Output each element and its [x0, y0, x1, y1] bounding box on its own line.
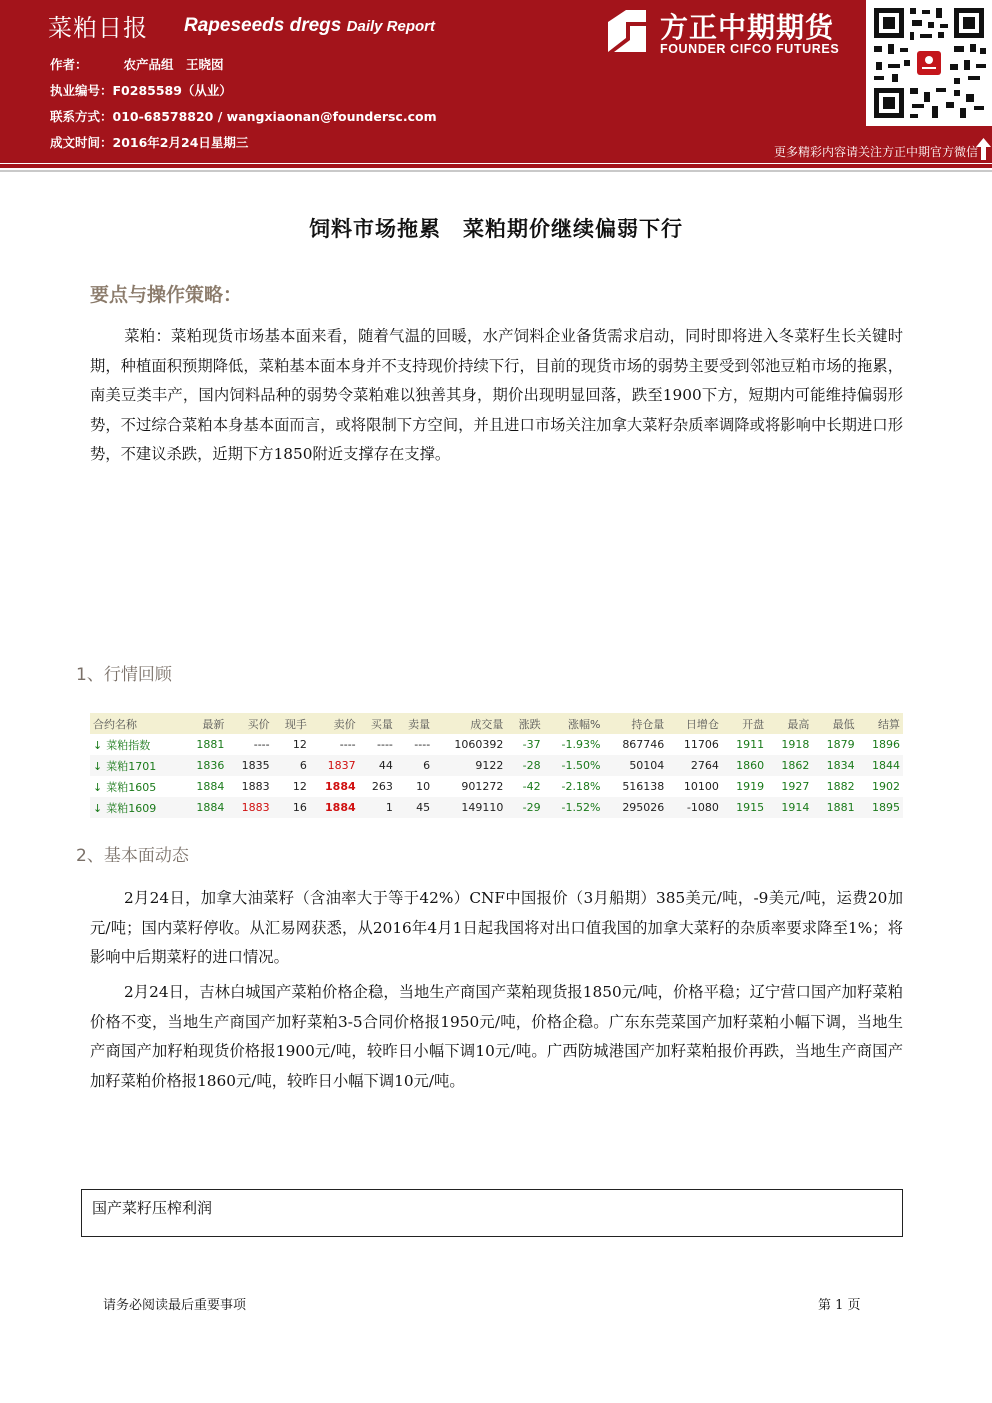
company-logo-icon: [604, 8, 650, 54]
section-fundamentals-heading: 2、基本面动态: [76, 846, 189, 866]
quote-cell-low: 1834: [812, 755, 857, 776]
quote-cell-volume: 901272: [433, 776, 506, 797]
header-divider: [0, 164, 992, 168]
quote-cell-bid-qty: 44: [359, 755, 396, 776]
quote-cell-settle: 1902: [858, 776, 903, 797]
arrow-down-icon: ↓: [93, 780, 103, 794]
quote-cell-high: 1918: [767, 734, 812, 755]
fundamental-paragraph-2: [90, 978, 903, 1096]
company-name-en: FOUNDER CIFCO FUTURES: [660, 42, 840, 56]
quote-header-cell: 涨幅%: [544, 713, 604, 734]
crush-margin-chart-box: [81, 1189, 903, 1237]
quote-contract-label: 菜粕1609: [106, 801, 157, 815]
quote-header-cell: 最低: [812, 713, 857, 734]
date-line: [50, 133, 248, 151]
quote-cell-settle: 1844: [858, 755, 903, 776]
quote-header-cell: 持仓量: [603, 713, 667, 734]
quote-header-cell: 合约名称: [90, 713, 182, 734]
quote-cell-oi-chg: -1080: [667, 797, 722, 818]
quote-cell-change: -42: [506, 776, 543, 797]
quote-header-cell: 买量: [359, 713, 396, 734]
report-title-en-main: Rapeseeds dregs: [184, 15, 342, 36]
quote-cell-ask-qty: 45: [396, 797, 433, 818]
quote-cell-volume: 149110: [433, 797, 506, 818]
footer-notice: 请务必阅读最后重要事项: [103, 1298, 247, 1313]
quote-contract-label: 菜粕1701: [106, 759, 157, 773]
author-label: 作者：: [50, 57, 88, 72]
quote-cell-oi: 867746: [603, 734, 667, 755]
quote-row[interactable]: [90, 734, 903, 755]
license-value: F0285589（从业）: [112, 83, 232, 98]
arrow-down-icon: ↓: [93, 759, 103, 773]
quote-cell-bid: ----: [227, 734, 272, 755]
quote-cell-ask: ----: [310, 734, 359, 755]
quote-cell-ask-qty: 10: [396, 776, 433, 797]
quote-cell-last: 1836: [182, 755, 227, 776]
quote-cell-high: 1862: [767, 755, 812, 776]
quote-header-cell: 卖量: [396, 713, 433, 734]
section-market-review-heading: 1、行情回顾: [76, 665, 172, 685]
quote-table: [90, 713, 903, 818]
wechat-qr-code[interactable]: [866, 0, 992, 126]
contact-label: 联系方式：: [50, 109, 113, 124]
quote-row[interactable]: [90, 755, 903, 776]
fundamental-paragraph-1: [90, 884, 903, 973]
quote-cell-last: 1884: [182, 797, 227, 818]
quote-cell-low: 1882: [812, 776, 857, 797]
date-label: 成文时间：: [50, 135, 113, 150]
quote-cell-bid-qty: 263: [359, 776, 396, 797]
quote-cell-high: 1927: [767, 776, 812, 797]
strategy-paragraph: [90, 322, 903, 470]
quote-cell-high: 1914: [767, 797, 812, 818]
quote-cell-pct: -1.50%: [544, 755, 604, 776]
header-divider-shadow: [0, 170, 992, 172]
quote-cell-ask: 1837: [310, 755, 359, 776]
quote-cell-bid-qty: ----: [359, 734, 396, 755]
page-number: 第 1 页: [818, 1298, 861, 1313]
quote-contract-label: 菜粕1605: [106, 780, 157, 794]
quote-cell-pct: -1.93%: [544, 734, 604, 755]
fundamental-text-2: 2月24日，吉林白城国产菜粕价格企稳，当地生产商国产菜粕现货报1850元/吨，价格平稳；辽宁营口国产加籽菜粕价格不变，当地生产商国产加籽菜粕3-5合同价格报1950元/吨，价格企稳。广东东莞菜国产加籽菜粕小幅下调，当地生产商国产加籽粕现货价格报1900元/吨，较昨日小幅下调10元/吨。广西防城港国产加籽菜粕报价再跌，当地生产商国产加籽菜粕价格报1860元/吨，较昨日小幅下调10元/吨。: [90, 983, 903, 1090]
quote-cell-oi: 50104: [603, 755, 667, 776]
strategy-text: 菜粕：菜粕现货市场基本面来看，随着气温的回暖，水产饲料企业备货需求启动，同时即将进入冬菜籽生长关键时期，种植面积预期降低，菜粕基本面本身并不支持现价持续下行，目前的现货市场的弱势主要受到邻池豆粕市场的拖累，南美豆类丰产，国内饲料品种的弱势令菜粕难以独善其身，期价出现明显回落，跌至1900下方，短期内可能维持偏弱形势，不过综合菜粕本身基本面而言，或将限制下方空间，并且进口市场关注加拿大菜籽杂质率调降或将影响中长期进口形势，不建议杀跌，近期下方1850附近支撑存在支撑。: [90, 327, 903, 464]
quote-cell-oi-chg: 10100: [667, 776, 722, 797]
quote-cell-bid-qty: 1: [359, 797, 396, 818]
quote-header-cell: 结算: [858, 713, 903, 734]
quote-contract-name: [90, 776, 182, 797]
quote-cell-bid: 1883: [227, 797, 272, 818]
quote-cell-bid: 1835: [227, 755, 272, 776]
quote-cell-ask: 1884: [310, 797, 359, 818]
quote-cell-change: -28: [506, 755, 543, 776]
quote-cell-pct: -2.18%: [544, 776, 604, 797]
quote-header-cell: 日增仓: [667, 713, 722, 734]
quote-cell-oi: 516138: [603, 776, 667, 797]
quote-cell-last: 1884: [182, 776, 227, 797]
quote-cell-volume: 1060392: [433, 734, 506, 755]
arrow-down-icon: ↓: [93, 738, 103, 752]
quote-cell-open: 1919: [722, 776, 767, 797]
quote-header-cell: 涨跌: [506, 713, 543, 734]
crush-margin-chart-label: 国产菜籽压榨利润: [92, 1199, 213, 1217]
quote-contract-label: 菜粕指数: [106, 738, 151, 752]
report-title-en: [184, 15, 435, 37]
quote-table-header: [90, 713, 903, 734]
quote-cell-ask: 1884: [310, 776, 359, 797]
quote-row[interactable]: [90, 776, 903, 797]
quote-header-cell: 最高: [767, 713, 812, 734]
report-title-cn: 菜粕日报: [48, 14, 148, 42]
arrow-up-icon: [975, 137, 992, 161]
quote-header-cell: 开盘: [722, 713, 767, 734]
company-name-cn: 方正中期期货: [660, 11, 835, 44]
quote-cell-low: 1879: [812, 734, 857, 755]
quote-cell-low: 1881: [812, 797, 857, 818]
quote-header-cell: 现手: [273, 713, 310, 734]
quote-cell-volume: 9122: [433, 755, 506, 776]
quote-cell-settle: 1896: [858, 734, 903, 755]
contact-line: [50, 107, 437, 125]
follow-wechat-text: 更多精彩内容请关注方正中期官方微信: [773, 145, 978, 159]
quote-cell-oi-chg: 11706: [667, 734, 722, 755]
quote-contract-name: [90, 797, 182, 818]
article-title: 饲料市场拖累 菜粕期价继续偏弱下行: [309, 217, 683, 241]
contact-value: 010-68578820 / wangxiaonan@foundersc.com: [112, 109, 437, 124]
fundamental-text-1: 2月24日，加拿大油菜籽（含油率大于等于42%）CNF中国报价（3月船期）385美元/吨，-9美元/吨，运费20加元/吨；国内菜籽停收。从汇易网获悉，从2016年4月1日起我国将对出口值我国的加拿大菜籽的杂质率要求降至1%；将影响中后期菜籽的进口情况。: [90, 889, 903, 967]
quote-cell-change: -37: [506, 734, 543, 755]
license-label: 执业编号：: [50, 83, 113, 98]
quote-header-cell: 最新: [182, 713, 227, 734]
quote-contract-name: [90, 755, 182, 776]
date-value: 2016年2月24日星期三: [112, 135, 249, 150]
quote-cell-ask-qty: ----: [396, 734, 433, 755]
quote-cell-vol-hand: 6: [273, 755, 310, 776]
quote-header-cell: 卖价: [310, 713, 359, 734]
quote-header-cell: 成交量: [433, 713, 506, 734]
quote-cell-vol-hand: 16: [273, 797, 310, 818]
quote-header-cell: 买价: [227, 713, 272, 734]
quote-cell-open: 1915: [722, 797, 767, 818]
strategy-heading: 要点与操作策略：: [90, 284, 243, 306]
report-title-en-sub: Daily Report: [346, 18, 435, 35]
quote-cell-bid: 1883: [227, 776, 272, 797]
quote-contract-name: [90, 734, 182, 755]
quote-cell-settle: 1895: [858, 797, 903, 818]
arrow-down-icon: ↓: [93, 801, 103, 815]
quote-cell-ask-qty: 6: [396, 755, 433, 776]
quote-cell-oi: 295026: [603, 797, 667, 818]
quote-row[interactable]: [90, 797, 903, 818]
license-line: [50, 81, 232, 99]
author-line: [50, 55, 224, 73]
quote-cell-open: 1911: [722, 734, 767, 755]
author-value: 农产品组 王晓囡: [123, 57, 224, 72]
quote-cell-vol-hand: 12: [273, 734, 310, 755]
quote-cell-change: -29: [506, 797, 543, 818]
quote-cell-open: 1860: [722, 755, 767, 776]
quote-cell-oi-chg: 2764: [667, 755, 722, 776]
quote-cell-pct: -1.52%: [544, 797, 604, 818]
quote-cell-vol-hand: 12: [273, 776, 310, 797]
quote-cell-last: 1881: [182, 734, 227, 755]
